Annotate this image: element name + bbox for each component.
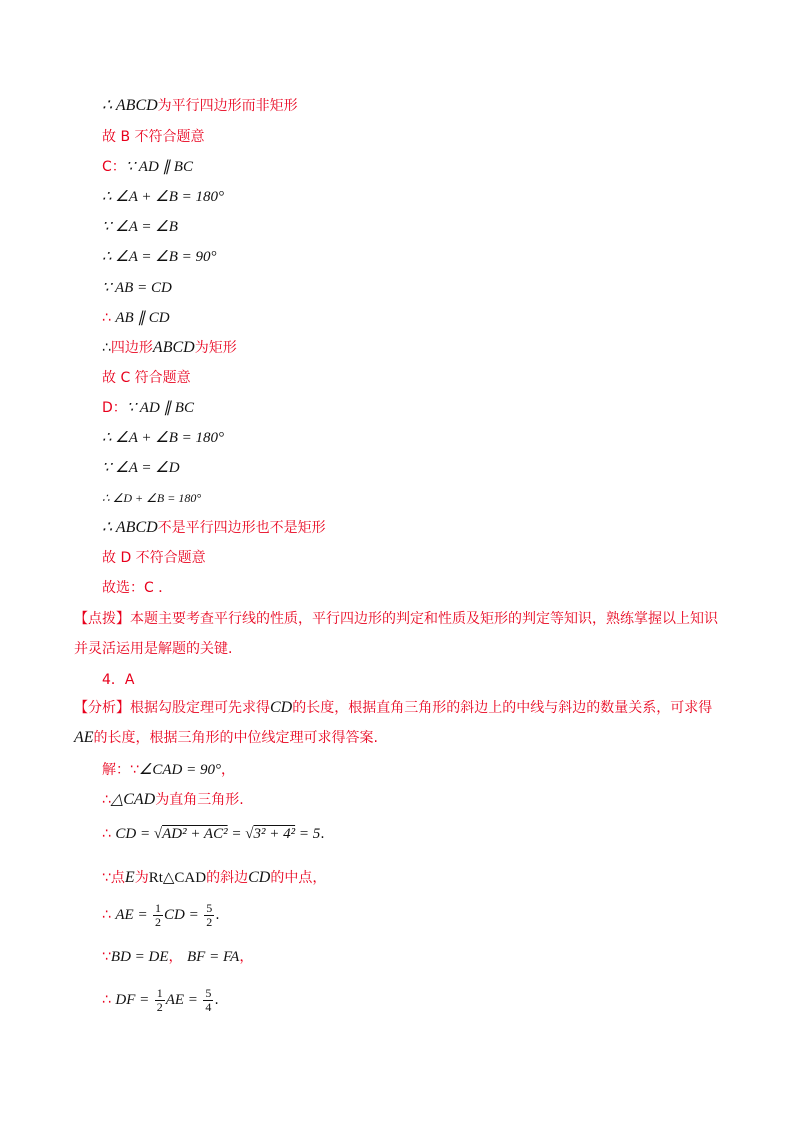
text: 点 <box>110 870 125 886</box>
text: 故 B 不符合题意 <box>102 129 205 145</box>
text: 的长度，根据直角三角形的斜边上的中线与斜边的数量关系，可求得 <box>292 700 713 716</box>
text: 为直角三角形. <box>155 792 244 808</box>
solution-line-1 <box>102 760 235 780</box>
math: CD = <box>164 907 199 923</box>
text: 为平行四边形而非矩形 <box>157 98 298 114</box>
fraction <box>155 987 165 1014</box>
math: BD = DE <box>110 949 169 965</box>
math-radicand: 3² + 4² <box>253 826 296 842</box>
text: 为矩形 <box>194 340 237 356</box>
line-answer <box>102 578 172 598</box>
line-abcd-parallelogram <box>102 96 298 116</box>
solution-line-2 <box>102 790 244 810</box>
denominator: 2 <box>156 999 163 1014</box>
text: 故选：C ． <box>102 580 173 596</box>
symbol: ∴ <box>102 792 111 808</box>
numerator: 1 <box>156 985 163 1000</box>
math: ∠CAD = 90° <box>138 762 221 778</box>
text: ， <box>221 762 235 778</box>
text: ， <box>239 949 254 965</box>
fraction <box>204 902 214 929</box>
line-c-conclusion <box>102 368 191 388</box>
math: ∴ ∠A + ∠B = 180° <box>102 189 224 205</box>
point-note: 【点拨】本题主要考查平行线的性质，平行四边形的判定和性质及矩形的判定等知识，熟练掌握以上知识并灵活运用是解题的关键. <box>74 611 718 657</box>
line-c-ab-parallel-cd <box>102 308 170 328</box>
text: 的长度，根据三角形的中位线定理可求得答案. <box>93 730 378 746</box>
text: 不是平行四边形也不是矩形 <box>157 520 326 536</box>
math-radicand: AD² + AC² <box>162 826 228 842</box>
fraction <box>153 902 163 929</box>
math: AE = <box>165 992 198 1008</box>
numerator: 5 <box>206 900 213 915</box>
line-d-conclusion <box>102 548 206 568</box>
math: AE <box>74 729 94 746</box>
text: . <box>215 907 220 923</box>
fraction <box>203 987 213 1014</box>
symbol: ∴ <box>102 310 111 326</box>
math: AE = <box>115 907 148 923</box>
symbol: ∴ <box>102 340 111 356</box>
denominator: 4 <box>205 999 212 1014</box>
label: D： <box>102 400 127 416</box>
text: . <box>214 992 219 1008</box>
math: Rt△CAD <box>148 870 207 886</box>
solution-line-7 <box>102 985 219 1015</box>
math: DF = <box>115 992 150 1008</box>
symbol: ∵ <box>102 870 111 886</box>
text: 解：∵ <box>102 762 139 778</box>
numerator: 5 <box>205 985 212 1000</box>
math: ∴ ∠A + ∠B = 180° <box>102 430 224 446</box>
line-c-angles-equal <box>102 217 178 237</box>
text: 4．A <box>102 672 135 688</box>
symbol: ∴ <box>102 826 111 842</box>
text: 四边形 <box>110 340 153 356</box>
solution-line-4 <box>102 868 326 888</box>
line-d-start <box>102 398 194 418</box>
math: ∵ ∠A = ∠D <box>102 460 180 476</box>
text: 【分析】根据勾股定理可先求得 <box>74 700 270 716</box>
text: 的斜边 <box>206 870 249 886</box>
math: = √ <box>227 826 254 842</box>
line-c-rectangle <box>102 338 237 358</box>
text: 故 C 符合题意 <box>102 370 191 386</box>
label: C： <box>102 159 126 175</box>
symbol: ∵ <box>102 949 111 965</box>
math: ∴ ABCD <box>102 97 158 114</box>
solution-line-6 <box>102 947 253 967</box>
line-b-conclusion <box>102 127 205 147</box>
math: CD = √ <box>115 826 163 842</box>
line-d-not-parallelogram <box>102 518 326 538</box>
denominator: 2 <box>155 914 162 929</box>
line-d-angles-sum <box>102 428 224 448</box>
solution-line-3 <box>102 822 325 846</box>
math: ∵ AD ∥ BC <box>126 400 194 416</box>
math: ∵ AD ∥ BC <box>125 159 193 175</box>
line-c-right-angles <box>102 247 217 267</box>
math: ABCD <box>152 339 195 356</box>
text: 故 D 不符合题意 <box>102 550 206 566</box>
math: ∴ ∠D + ∠B = 180° <box>102 491 202 505</box>
math: ∴ ABCD <box>102 519 158 536</box>
math: E <box>124 869 135 886</box>
math: AB ∥ CD <box>115 310 170 326</box>
math: CD <box>270 699 293 716</box>
symbol: ∴ <box>102 992 111 1008</box>
denominator: 2 <box>206 914 213 929</box>
line-c-ab-cd <box>102 278 172 298</box>
line-c-angles-sum <box>102 187 224 207</box>
symbol: ∴ <box>102 907 111 923</box>
math: ∵ ∠A = ∠B <box>102 219 178 235</box>
text: 为 <box>134 870 149 886</box>
math: ∵ AB = CD <box>102 280 172 296</box>
math: CD <box>248 869 271 886</box>
math: ∴ ∠A = ∠B = 90° <box>102 249 217 265</box>
numerator: 1 <box>155 900 162 915</box>
line-c-start <box>102 157 193 177</box>
analysis-paragraph <box>74 693 724 753</box>
math: △CAD <box>110 791 156 808</box>
solution-line-5 <box>102 900 220 930</box>
math: = 5 <box>295 826 321 842</box>
line-d-angles-sum-2 <box>102 488 201 508</box>
math: BF = FA <box>187 949 240 965</box>
text: . <box>320 826 325 842</box>
text: ， <box>168 949 183 965</box>
question-4-heading <box>102 670 134 690</box>
text: 的中点， <box>270 870 327 886</box>
line-d-angles-equal <box>102 458 180 478</box>
